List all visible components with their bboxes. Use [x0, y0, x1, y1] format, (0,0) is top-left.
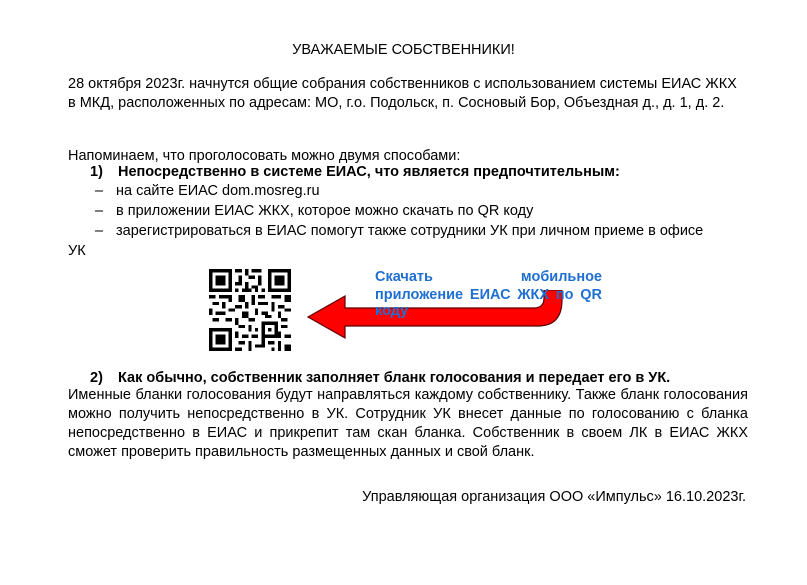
method-2-paragraph: Именные бланки голосования будут направляться каждому собственнику. Также бланк голосования можно получить непосредственно в УК. Сотрудник УК внесет данные по голосованию с бланка непосредственно в ЕИАС и прикрепит там скан бланка. Собственник в своем ЛК в ЕИАС ЖКХ сможет проверить правильность размещенных данных и свой бланк. [68, 387, 748, 460]
reminder-text: Напоминаем, что проголосовать можно двумя способами: [68, 148, 461, 164]
method-1-bullet [95, 183, 320, 199]
signature: Управляющая организация ООО «Импульс» 16.10.2023г. [362, 489, 746, 505]
notice-title: УВАЖАЕМЫЕ СОБСТВЕННИКИ! [292, 42, 515, 58]
download-label-line-2: приложение ЕИАС ЖКХ по QR [375, 287, 602, 303]
intro-paragraph: 28 октября 2023г. начнутся общие собрания собственников с использованием системы ЕИАС ЖКХ в МКД, расположенных по адресам: МО, г.о. Подольск, п. Сосновый Бор, Объездная д., д. 1, д. 2. [68, 76, 737, 111]
method-1-number: 1) [90, 164, 103, 180]
bullet-text: зарегистрироваться в ЕИАС помогут также сотрудники УК при личном приеме в офисе [116, 223, 704, 239]
bullet-tail-text: УК [68, 243, 86, 259]
method-1-bullet [95, 203, 533, 219]
method-1-text: Непосредственно в системе ЕИАС, что является предпочтительным: [118, 164, 620, 180]
method-1-bullet [95, 223, 703, 239]
method-1-heading [90, 164, 620, 180]
download-label-line-3: коду [375, 303, 409, 319]
bullet-dash: – [95, 203, 104, 219]
qr-code-icon[interactable] [209, 269, 291, 351]
bullet-dash: – [95, 223, 104, 239]
download-label-line-1: Скачать мобильное [375, 269, 602, 285]
bullet-text: в приложении ЕИАС ЖКХ, которое можно скачать по QR коду [116, 203, 534, 219]
method-2-heading [90, 370, 670, 386]
method-2-number: 2) [90, 370, 103, 386]
bullet-dash: – [95, 183, 104, 199]
method-2-text: Как обычно, собственник заполняет бланк голосования и передает его в УК. [118, 370, 671, 386]
bullet-text: на сайте ЕИАС dom.mosreg.ru [116, 183, 320, 199]
